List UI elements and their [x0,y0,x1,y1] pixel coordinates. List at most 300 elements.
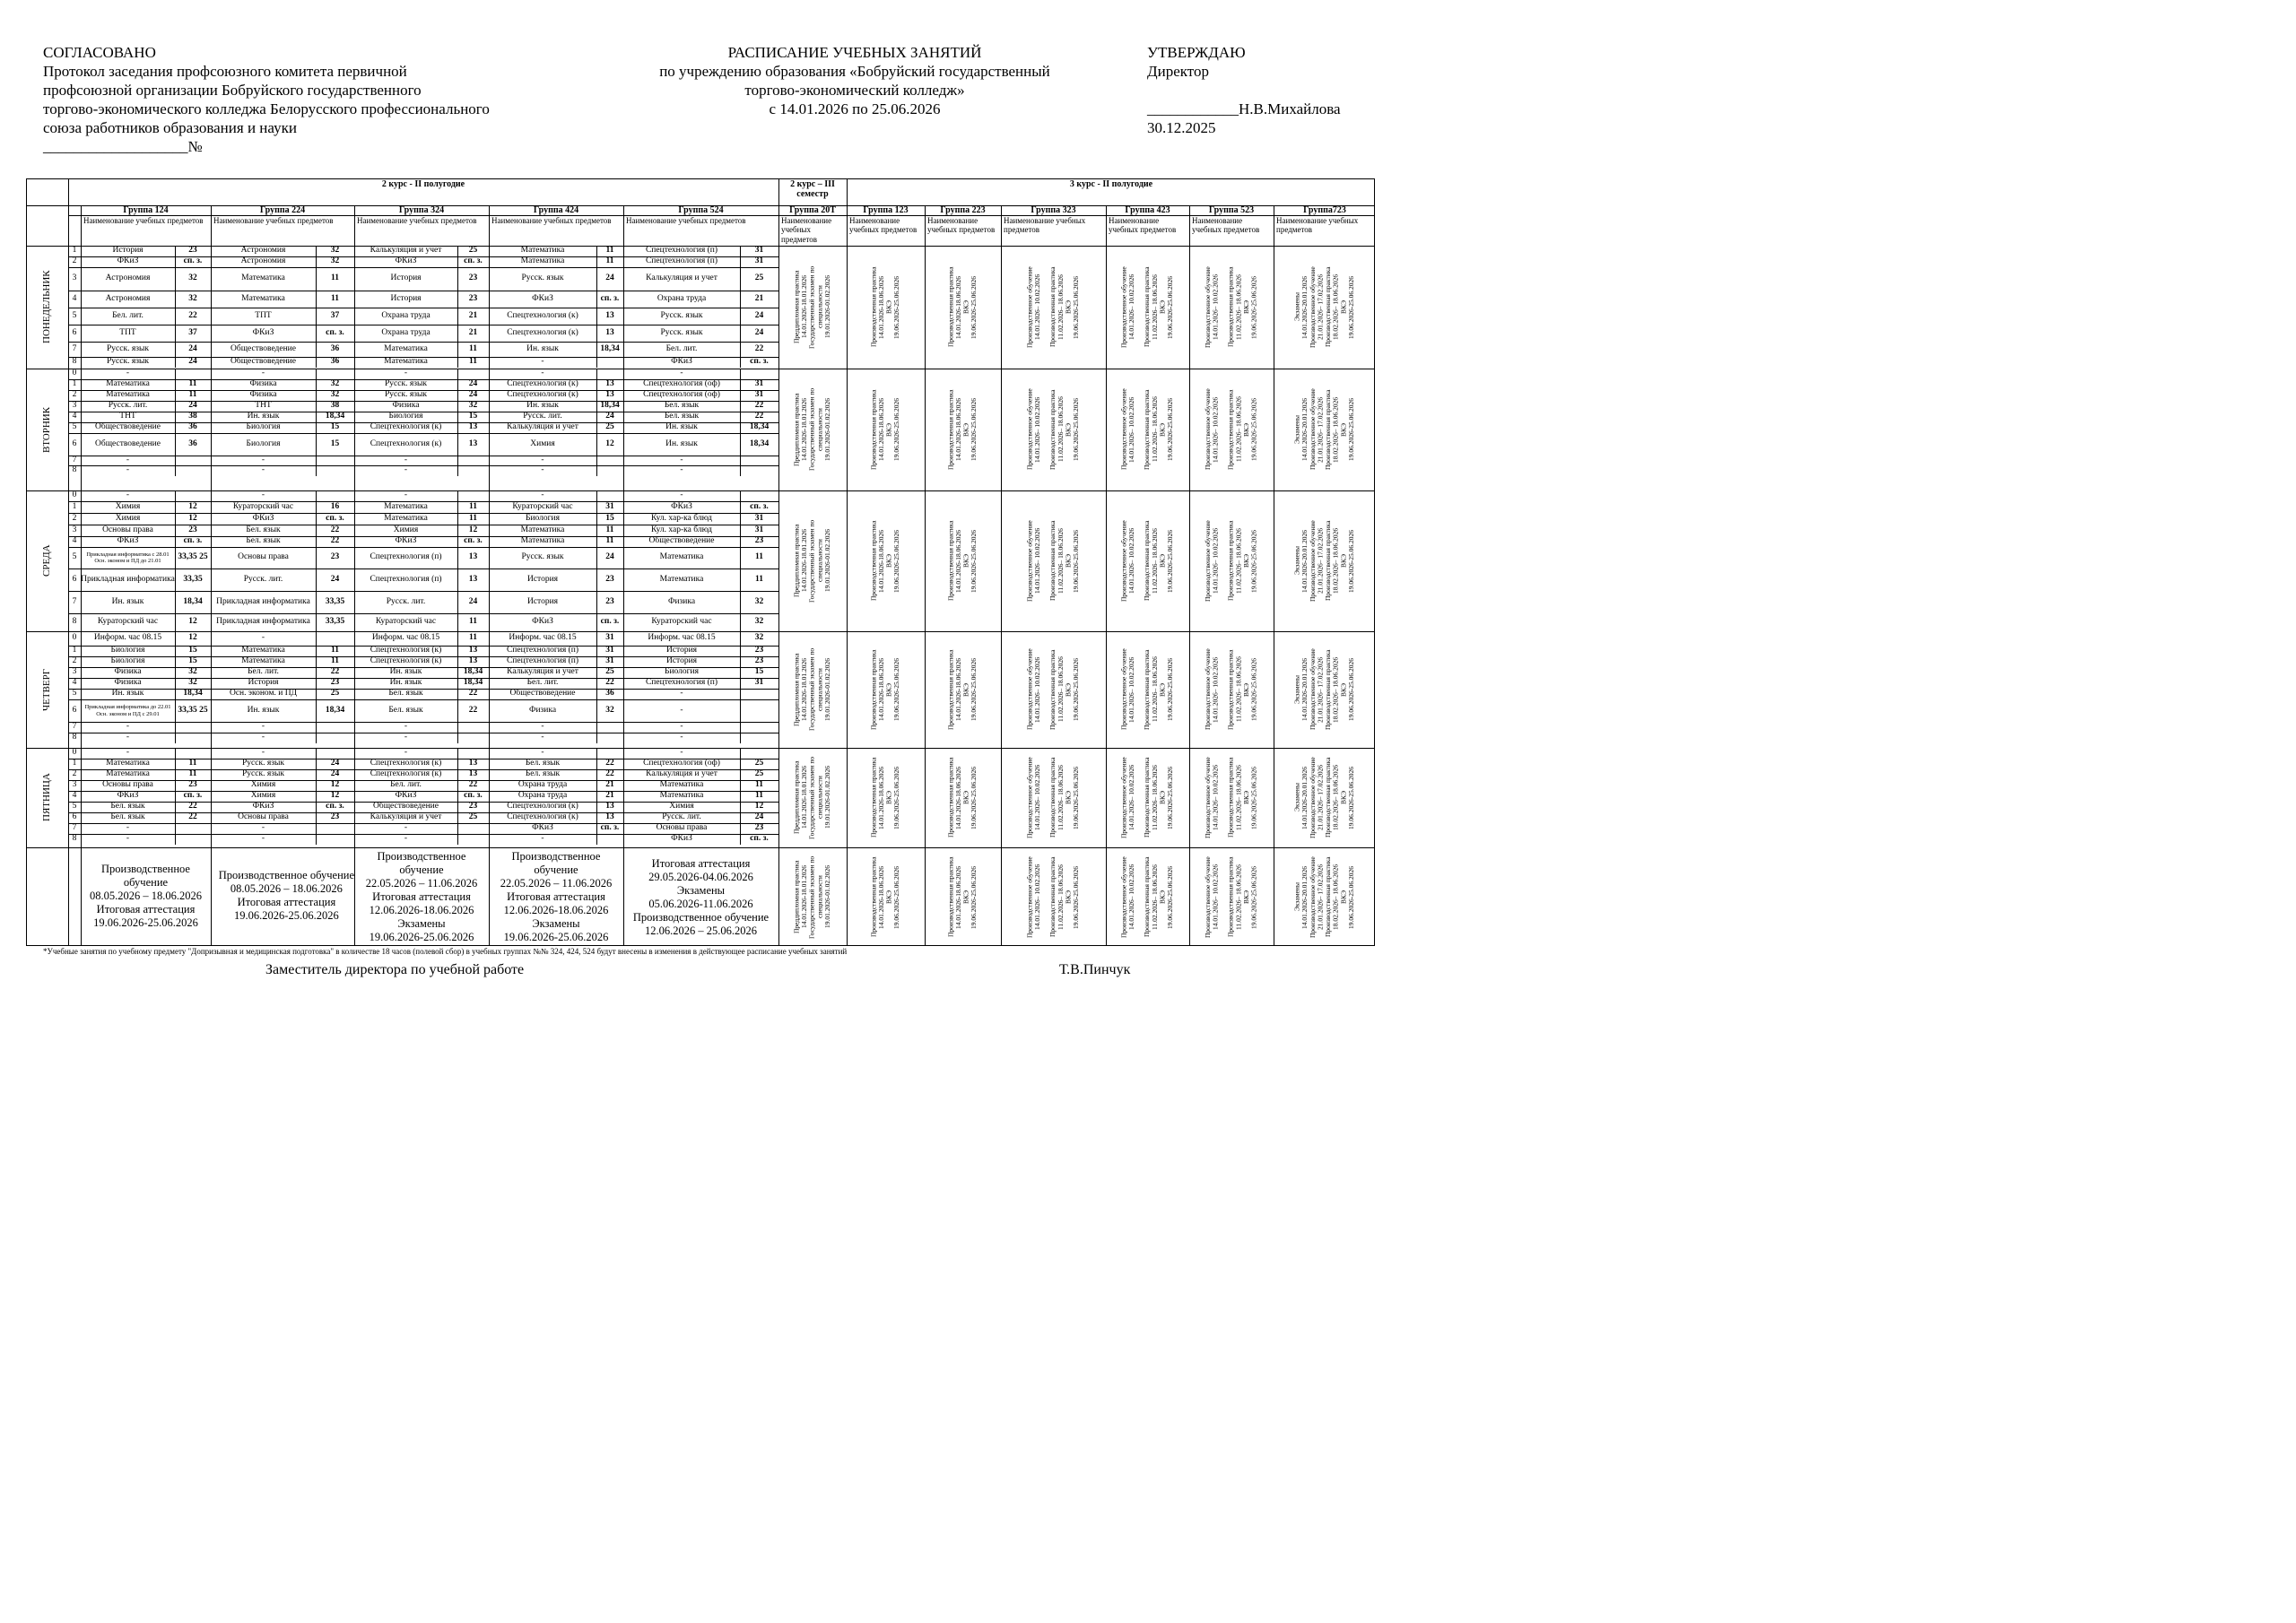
grid-line [596,490,597,501]
subject-cell: Спецтехнология (к) [370,769,442,779]
subject-cell: История [390,273,422,283]
grid-line [596,699,597,722]
grid-line [316,656,317,667]
room-cell: 31 [605,633,614,643]
grid-line [596,501,597,513]
grid-line [740,646,741,656]
grid-line [740,513,741,525]
room-cell: 23 [754,823,764,833]
grid-line [175,759,176,769]
grid-line [175,591,176,613]
lesson-number: 8 [72,733,77,742]
grid-line [740,834,741,845]
grid-line [175,342,176,357]
subject-cell: Спецтехнология (к) [370,438,442,448]
room-cell: 32 [330,390,340,400]
practice-period-cell: Производственная практика 14.01.2026-18.06.2026 ВКЭ 19.06.2026-25.06.2026 [869,856,901,938]
room-cell: 13 [468,759,478,768]
subject-cell: - [680,722,683,732]
room-cell: 23 [468,293,478,303]
grid-line [457,379,458,390]
room-cell: 31 [754,390,764,400]
grid-line [596,812,597,823]
room-cell: 11 [188,769,197,779]
subject-cell: Ин. язык [111,596,144,606]
subject-cell: Калькуляция и учет [370,812,442,822]
grid-line [740,291,741,308]
grid-line [596,646,597,656]
room-cell: сп. з. [464,536,483,546]
room-cell: 11 [755,791,763,801]
practice-period-cell: Производственное обучение 14.01.2026– 10.02.2026 Производственная практика 11.02.2026– 18.06.2026 ВКЭ 19.06.2026-25.06.2026 [1203,266,1258,348]
subject-cell: ФКиЗ [395,536,417,546]
subject-cell: Калькуляция и учет [507,422,578,432]
grid-line [740,812,741,823]
grid-line [596,759,597,769]
room-cell [596,834,623,845]
grid-line [175,748,176,759]
practice-period-cell: Производственное обучение 14.01.2026– 10.02.2026 Производственная практика 11.02.2026– 18.06.2026 ВКЭ 19.06.2026-25.06.2026 [1203,757,1258,838]
group-header: Группа 323 [1031,205,1076,215]
grid-line [740,267,741,291]
room-cell: 23 [330,552,340,562]
room-cell: 24 [330,769,340,779]
subject-cell: Математика [384,343,428,353]
grid-line [316,667,317,678]
grid-line [596,379,597,390]
grid-line [457,490,458,501]
subject-cell: Ин. язык [389,678,422,688]
subject-cell: Обществоведение [95,438,161,448]
room-cell [316,369,354,379]
room-cell: 21 [468,310,478,320]
lesson-number: 0 [72,369,77,378]
grid-line [457,656,458,667]
grid-line [175,513,176,525]
grid-line [740,591,741,613]
room-cell [175,369,211,379]
room-cell: 18,34 [325,412,345,421]
practice-period-cell: Производственная практика 14.01.2026-18.06.2026 ВКЭ 19.06.2026-25.06.2026 [869,389,901,470]
subject-cell: Математика [384,357,428,367]
grid-line [316,678,317,689]
grid-line [740,525,741,536]
grid-line [596,256,597,267]
lesson-number: 8 [72,465,77,475]
subject-cell: Информ. час 08.15 [509,633,577,643]
subject-cell: Биология [664,667,699,677]
subject-cell: Физика [528,705,557,715]
room-cell: 32 [605,705,614,715]
grid-line [316,246,317,256]
grid-line [457,791,458,802]
subject-cell: ФКиЗ [532,823,553,833]
room-cell: 36 [330,357,340,367]
grid-line [457,689,458,699]
grid-line [596,547,597,568]
grid-line [740,802,741,812]
grid-line [316,390,317,401]
room-cell: 31 [754,513,764,523]
room-cell [175,748,211,759]
grid-line [740,536,741,547]
lesson-number: 3 [72,667,77,677]
room-cell: 31 [754,256,764,266]
room-cell: 18,34 [183,689,203,699]
room-cell: 18,34 [600,401,620,411]
room-cell: 12 [188,633,197,643]
grid-line [457,667,458,678]
subject-cell: - [126,369,130,378]
room-cell: 18,34 [749,438,770,448]
grid-line [316,513,317,525]
grid-line [175,267,176,291]
subject-cell: - [261,733,265,742]
subject-cell: ФКиЗ [117,791,139,801]
grid-line [316,646,317,656]
grid-line [175,823,176,834]
subject-cell: - [261,722,265,732]
subject-cell: Бел. язык [664,401,700,411]
subject-cell: Спецтехнология (к) [507,327,578,337]
grid-line [740,631,741,646]
subject-cell: ФКиЗ [395,791,417,801]
room-cell: 11 [469,617,477,627]
room-cell: 36 [188,438,197,448]
room-cell [316,834,354,845]
lesson-number: 7 [72,343,77,353]
grid-line [596,722,597,733]
practice-period-cell: Производственное обучение 14.01.2026– 10.02.2026 Производственная практика 11.02.2026– 18.06.2026 ВКЭ 19.06.2026-25.06.2026 [1203,856,1258,938]
room-cell [740,369,778,379]
grid-line [316,689,317,699]
room-cell: 13 [605,327,614,337]
lesson-number: 1 [72,759,77,768]
lesson-number: 3 [72,401,77,411]
grid-line [596,246,597,256]
grid-line [175,456,176,465]
grid-line [316,422,317,433]
room-cell: 13 [468,422,478,432]
room-cell: 22 [188,802,197,812]
room-cell: 33,35 [325,617,345,627]
room-cell: 22 [188,310,197,320]
subject-cell: Прикладная информатика [216,596,310,606]
subject-cell: - [541,357,544,367]
room-cell: 11 [605,256,614,266]
subject-cell: - [541,722,544,732]
subject-cell: - [680,490,683,500]
final-period-cell: Итоговая аттестация 29.05.2026-04.06.2026 Экзамены 05.06.2026-11.06.2026 Производственное обучение 12.06.2026 – 25.06.2026 [632,856,770,937]
subjects-header: Наименование учебных предметов [491,216,612,225]
room-cell: 12 [468,525,478,534]
group-header: Группа 424 [533,205,579,215]
room-cell: 23 [754,646,764,655]
grid-line [316,308,317,325]
practice-period-cell: Производственное обучение 14.01.2026– 10.02.2026 Производственная практика 11.02.2026– 18.06.2026 ВКЭ 19.06.2026-25.06.2026 [1203,648,1258,731]
subject-cell: Ин. язык [389,667,422,677]
room-cell [457,834,489,845]
subject-cell: Бел. язык [664,412,700,421]
room-cell [316,490,354,501]
grid-line [316,256,317,267]
group-header: Группа 423 [1125,205,1170,215]
subject-cell: ФКиЗ [252,327,274,337]
lesson-number: 6 [72,812,77,822]
subject-cell: Основы права [102,525,153,534]
grid-line [740,369,741,379]
grid-line [596,656,597,667]
practice-period-cell: Преддипломная практика 14.01.2026-18.01.2026 Государственный экзамен по специальности 19.01.2026-01.02.2026 [792,647,831,732]
room-cell: сп. з. [326,802,344,812]
grid-line [596,433,597,456]
subject-cell: Русск. язык [660,310,703,320]
room-cell: 23 [188,525,197,534]
subject-cell: Астрономия [240,256,286,266]
room-cell: 32 [188,293,197,303]
grid-line [175,722,176,733]
subject-cell: - [680,748,683,758]
grid-line [596,802,597,812]
subject-cell: Русск. язык [242,759,284,768]
grid-line [27,205,1375,206]
subject-cell: Бел. лит. [390,780,422,790]
grid-line [316,401,317,412]
grid-line [68,847,69,946]
lesson-number: 7 [72,722,77,732]
lesson-number: 1 [72,646,77,655]
room-cell: 32 [330,379,340,389]
subject-cell: Прикладная информатика [81,574,175,584]
room-cell [740,490,778,501]
room-cell [596,465,623,476]
room-cell: 33,35 [183,574,203,584]
grid-line [68,215,1375,216]
subjects-header: Наименование учебных предметов [849,216,918,235]
subject-cell: - [126,834,130,844]
grid-line [740,689,741,699]
room-cell [740,748,778,759]
room-cell: 24 [468,596,478,606]
subject-cell: Спецтехнология (к) [507,802,578,812]
subject-cell: Математика [659,780,704,790]
room-cell: 24 [754,327,764,337]
subject-cell: Ин. язык [526,343,559,353]
grid-line [457,678,458,689]
room-cell: 23 [330,812,340,822]
day-label: ПОНЕДЕЛЬНИК [41,270,53,344]
room-cell: сп. з. [183,791,203,801]
subject-cell: Спецтехнология (п) [370,574,442,584]
subject-cell: Осн. эконом. и ПД [229,689,298,699]
subject-cell: Физика [249,390,277,400]
room-cell: 21 [605,791,614,801]
room-cell: 12 [754,802,764,812]
grid-line [316,780,317,791]
grid-line [175,646,176,656]
room-cell: 22 [754,343,764,353]
grid-line [596,834,597,845]
subject-cell: - [261,633,265,643]
subject-cell: Бел. язык [388,689,423,699]
subject-cell: Математика [659,791,704,801]
subject-cell: Спецтехнология (к) [507,310,578,320]
room-cell: 31 [605,646,614,655]
subject-cell: - [126,748,130,758]
room-cell [457,823,489,834]
subject-cell: Калькуляция и учет [646,769,718,779]
room-cell [175,456,211,465]
room-cell: 24 [188,357,197,367]
subject-cell: Информ. час 08.15 [648,633,716,643]
lesson-number: 7 [72,456,77,464]
subject-cell: История [112,246,144,256]
final-period-cell: Производственное обучение 22.05.2026 – 11.06.2026 Итоговая аттестация 12.06.2026-18.06.2026 Экзамены 19.06.2026-25.06.2026 [500,850,613,943]
room-cell: 13 [605,379,614,389]
grid-line [596,689,597,699]
grid-line [740,568,741,591]
subject-cell: - [541,490,544,500]
grid-line [175,525,176,536]
subject-cell: ТПТ [255,310,272,320]
subject-cell: Обществоведение [648,536,715,546]
room-cell: 32 [188,667,197,677]
subject-cell: - [680,369,683,378]
subject-cell: Информ. час 08.15 [371,633,440,643]
room-cell: 13 [468,574,478,584]
subject-cell: - [404,465,408,475]
grid-line [316,759,317,769]
lesson-number: 7 [72,823,77,833]
subject-cell: Ин. язык [247,705,280,715]
subject-cell: Основы права [238,552,289,562]
subject-cell: Физика [114,667,142,677]
subject-cell: Математика [384,501,428,511]
grid-line [740,246,741,256]
subjects-header: Наименование учебных предметов [1109,216,1177,235]
room-cell: 24 [754,310,764,320]
subject-cell: Спецтехнология (к) [370,656,442,666]
subject-cell: Кураторский час [232,501,294,511]
practice-period-cell: Производственное обучение 14.01.2026– 10.02.2026 Производственная практика 11.02.2026– 18.06.2026 ВКЭ 19.06.2026-25.06.2026 [1025,520,1081,602]
grid-line [596,390,597,401]
grid-line [596,591,597,613]
room-cell: 12 [188,513,197,523]
subject-cell: Биология [110,646,145,655]
practice-period-cell: Производственная практика 14.01.2026-18.06.2026 ВКЭ 19.06.2026-25.06.2026 [869,266,901,348]
subject-cell: Русск. лит. [108,401,148,411]
grid-line [457,591,458,613]
room-cell: 24 [468,379,478,389]
grid-line [740,791,741,802]
room-cell: 21 [468,327,478,337]
room-cell [457,748,489,759]
subject-cell: - [541,456,544,464]
grid-line [175,689,176,699]
grid-line [316,267,317,291]
grid-line [316,748,317,759]
subject-cell: ФКиЗ [532,293,553,303]
grid-line [175,791,176,802]
room-cell: 38 [330,401,340,411]
grid-line [457,812,458,823]
room-cell: 31 [605,501,614,511]
room-cell [457,722,489,733]
grid-line [457,568,458,591]
final-period-cell: Производственное обучение 08.05.2026 – 18.06.2026 Итоговая аттестация 19.06.2026-25.06.2026 [218,869,354,922]
room-cell: 22 [330,667,340,677]
subjects-header: Наименование учебных предметов [357,216,477,225]
footnote: *Учебные занятия по учебному предмету "Допризывная и медицинская подготовка" в количестве 18 часов (полевой сбор) в учебных группах №№ 324, 424, 524 будут внесены в изменения в действующее расписание учебных занятий [43,947,848,956]
practice-period-cell: Производственное обучение 14.01.2026– 10.02.2026 Производственная практика 11.02.2026– 18.06.2026 ВКЭ 19.06.2026-25.06.2026 [1025,856,1081,938]
room-cell: 25 [754,759,764,768]
lesson-number: 4 [72,293,77,303]
subject-cell: ФКиЗ [117,536,139,546]
subject-cell: - [541,748,544,758]
group-header: Группа 224 [259,205,306,215]
lesson-number: 5 [72,310,77,320]
room-cell: 32 [468,401,478,411]
subject-cell: Математика [520,256,565,266]
practice-period-cell: Производственная практика 14.01.2026-18.06.2026 ВКЭ 19.06.2026-25.06.2026 [946,389,978,470]
room-cell [175,490,211,501]
grid-line [457,369,458,379]
grid-line [457,759,458,769]
subjects-header: Наименование учебных предметов [1276,216,1359,235]
subject-cell: Спецтехнология (п) [645,256,718,266]
practice-period-cell: Производственное обучение 14.01.2026– 10.02.2026 Производственная практика 11.02.2026– 18.06.2026 ВКЭ 19.06.2026-25.06.2026 [1025,648,1081,731]
practice-period-cell: Производственное обучение 14.01.2026– 10.02.2026 Производственная практика 11.02.2026– 18.06.2026 ВКЭ 19.06.2026-25.06.2026 [1025,388,1081,471]
subject-cell: ФКиЗ [671,357,692,367]
subject-cell: Физика [249,379,277,389]
room-cell: 32 [754,596,764,606]
room-cell: 11 [331,293,339,303]
subject-cell: Химия [115,501,141,511]
subject-cell: Бел. язык [525,769,561,779]
room-cell: 11 [755,552,763,562]
subject-cell: Ин. язык [111,689,144,699]
subject-cell: - [680,689,683,699]
subject-cell: Русск. язык [385,379,427,389]
grid-line [740,733,741,743]
room-cell: 15 [188,656,197,666]
subject-cell: ТПТ [119,327,136,337]
grid-line [316,536,317,547]
grid-line [596,733,597,743]
lesson-number: 6 [72,438,77,448]
subject-cell: Математика [659,574,704,584]
practice-period-cell: Экзамены 14.01.2026-20.01.2026 Производственное обучение 21.01.2026– 17.02.2026 Производственная практика 18.02.2026– 18.06.2026 ВКЭ 19.06.2026-25.06.2026 [1292,856,1355,938]
day-label: ЧЕТВЕРГ [41,668,53,711]
grid-line [457,501,458,513]
room-cell [596,490,623,501]
practice-period-cell: Производственная практика 14.01.2026-18.06.2026 ВКЭ 19.06.2026-25.06.2026 [869,520,901,602]
room-cell: 21 [754,293,764,303]
room-cell: 15 [605,513,614,523]
subject-cell: Охрана труда [517,780,568,790]
grid-line [740,379,741,390]
room-cell: 11 [755,574,763,584]
lesson-number: 2 [72,656,77,666]
grid-line [316,412,317,422]
subject-cell: Астрономия [105,293,151,303]
schedule-title: РАСПИСАНИЕ УЧЕБНЫХ ЗАНЯТИЙ по учреждению образования «Бобруйский государственный торгово-экономический колледж» с 14.01.2026 по 25.06.2026 [659,44,1050,117]
subject-cell: Физика [114,678,142,688]
grid-line [596,678,597,689]
grid-line [457,547,458,568]
subject-cell: - [261,490,265,500]
grid-line [740,759,741,769]
